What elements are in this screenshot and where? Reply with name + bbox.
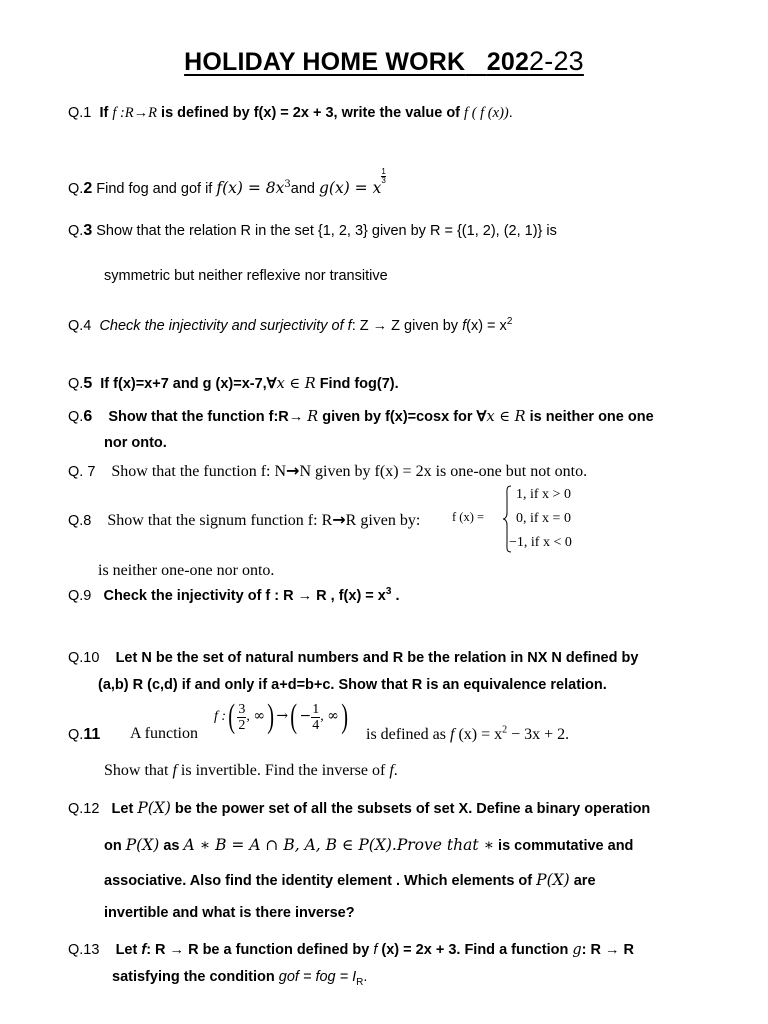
signum-fx: f (x) = <box>452 510 485 524</box>
question-12: Q.12 Let P(X) be the power set of all the subsets of set X. Define a binary operation <box>68 799 651 817</box>
q1-number: Q.1 <box>68 105 92 121</box>
question-11-line2: Show that f is invertible. Find the inverse of f. <box>104 762 398 779</box>
question-6-line2: nor onto. <box>104 435 167 451</box>
question-4: Q.4 Check the injectivity and surjectivity of f: Z → Z given by $f(x) = x^2$ <box>68 316 513 334</box>
question-10: Q.10 Let N be the set of natural numbers and R be the relation in NX N defined by <box>68 650 639 666</box>
signum-case-negative: −1, if x < 0 <box>509 535 572 550</box>
question-12-line3: associative. Also find the identity element . Which elements of P(X) are <box>104 871 596 889</box>
question-7: Q. 7 Show that the function f: N→N given by f(x) = 2x is one-one but not onto. <box>68 461 588 480</box>
question-2: Q.2 Find fog and gof if $f(x) = 8x^3and$ g(x) = x $\frac{1}{3}$ <box>68 167 386 197</box>
signum-case-positive: 1, if x > 0 <box>516 487 571 502</box>
q12-operation: A ∗ B = A ∩ B, A, B ∈ P(X).Prove that ∗ <box>183 836 495 854</box>
question-12-line4: invertible and what is there inverse? <box>104 905 355 921</box>
q11-domain-codomain: f :( $\frac{3}{2}$ , ∞) →( − $\frac{1}{4}$ , ∞) <box>214 698 348 735</box>
question-12-line2: on P(X) as A ∗ B = A ∩ B, A, B ∈ P(X).Prove that ∗ is commutative and <box>104 836 634 854</box>
question-11-text: A function <box>130 725 198 742</box>
question-11-definition: is defined as f $(x) = x^2 - 3x + 2$. <box>366 724 570 743</box>
question-10-line2: (a,b) R (c,d) if and only if a+d=b+c. Show that R is an equivalence relation. <box>98 677 607 693</box>
question-5: Q.5 If f(x)=x+7 and g (x)=x-7,∀x ∈ R Find fog(7). <box>68 375 399 392</box>
fraction-3-2: $\frac{3}{2}$ <box>238 701 246 733</box>
q13-condition: gof = fog = I <box>278 969 357 985</box>
q1-function: f :R→R <box>112 105 158 121</box>
page-title <box>0 46 768 77</box>
question-9: Q.9 Check the injectivity of f : R → R , $f(x) = x^3$ . <box>68 586 400 604</box>
q1-expression: f ( f (x)) <box>464 105 509 121</box>
q2-g-expr: g(x) = x <box>319 178 382 197</box>
question-13: Q.13 Let f: R → R be a function defined by f (x) = 2x + 3. Find a function g: R → R <box>68 942 635 958</box>
title-year-b: 2-23 <box>529 46 584 76</box>
question-8: Q.8 Show that the signum function f: R→R given by: <box>68 510 421 529</box>
q2-f-expr: f(x) = 8x <box>216 178 285 197</box>
question-1: Q.1 If f :R→R is defined by f(x) = 2x + 3, write the value of f ( f (x)). <box>68 105 513 121</box>
q2-g-exponent: $\frac{1}{3}$ <box>381 167 386 185</box>
title-main: HOLIDAY HOME WORK <box>184 48 466 76</box>
question-6: Q.6 Show that the function f:R→ R given by f(x)=cosx for ∀x ∈ R is neither one one <box>68 408 654 425</box>
title-year-a: 202 <box>486 48 530 76</box>
question-8-line2: is neither one-one nor onto. <box>98 562 275 579</box>
question-13-line2: satisfying the condition gof = fog = $I_R$. <box>112 969 368 988</box>
question-3: Q.3 Show that the relation R in the set {1, 2, 3} given by R = {(1, 2), (2, 1)} is <box>68 222 557 239</box>
question-3-line2: symmetric but neither reflexive nor transitive <box>104 268 388 284</box>
fraction-1-4: $\frac{1}{4}$ <box>312 701 320 733</box>
signum-case-zero: 0, if x = 0 <box>516 511 571 526</box>
question-11: Q.11 <box>68 726 101 743</box>
